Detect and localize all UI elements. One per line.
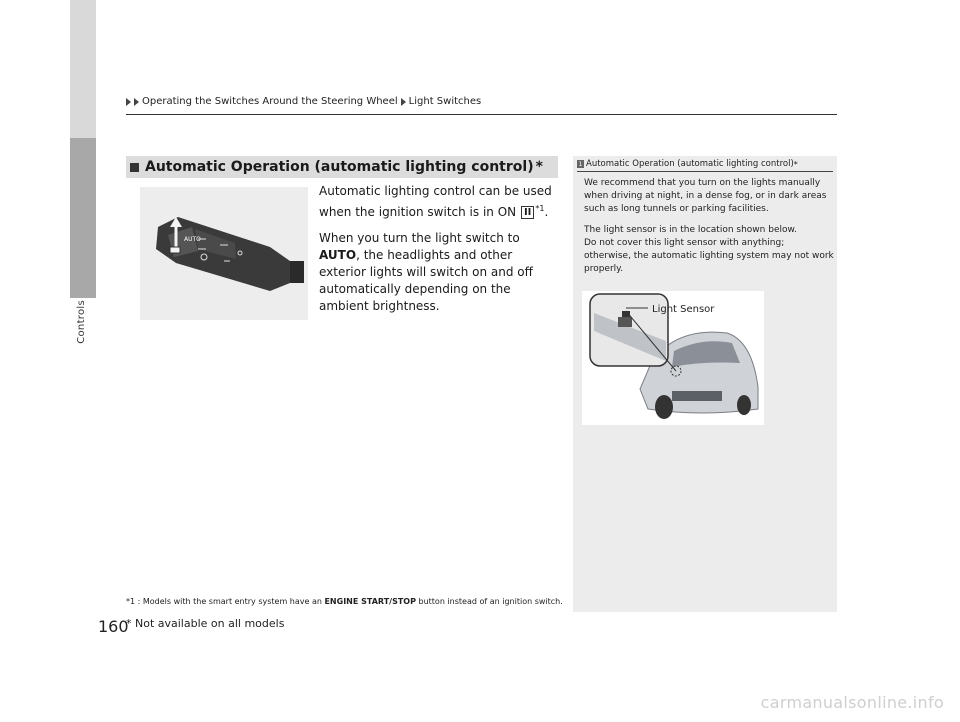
section-heading <box>126 156 558 178</box>
section-title: Automatic Operation (automatic lighting control) <box>145 159 534 175</box>
body-paragraph-2: When you turn the light switch to AUTO, the headlights and other exterior lights will switch on and off automatically depending on the ambient brightness. <box>319 231 533 313</box>
stalk-auto-label: AUTO <box>184 236 201 243</box>
sidebar-text <box>584 177 834 284</box>
breadcrumb <box>126 96 481 107</box>
sidebar-heading-text[interactable]: Automatic Operation (automatic lighting control) <box>586 159 794 169</box>
footnote-ref-1[interactable]: *1 <box>535 204 545 213</box>
sidebar-paragraph-1: We recommend that you turn on the lights manually when driving at night, in a dense fog, or in dark areas such as long tunnels or parking facilities. <box>584 178 827 214</box>
sidebar-note <box>573 156 837 612</box>
sidebar-heading <box>577 159 798 169</box>
sidebar-divider <box>577 171 833 172</box>
sidebar-paragraph-2: The light sensor is in the location shown below. Do not cover this light sensor with anything; otherwise, the automatic lighting system may not work properly. <box>584 225 834 274</box>
breadcrumb-arrow-icon <box>126 98 131 106</box>
section-title-asterisk: * <box>535 159 543 175</box>
footnote: *1 : Models with the smart entry system have an ENGINE START/STOP button instead of an ignition switch. <box>126 597 563 606</box>
header-divider <box>126 114 837 115</box>
sidebar-heading-asterisk: * <box>793 159 798 169</box>
reference-marker-icon: 1 <box>578 160 583 168</box>
light-sensor-label: Light Sensor <box>652 304 715 315</box>
breadcrumb-arrow-icon <box>401 98 406 106</box>
watermark: carmanualsonline.info <box>760 693 944 712</box>
page-number: 160 <box>98 617 129 636</box>
breadcrumb-arrow-icon <box>134 98 139 106</box>
side-tab-marker <box>70 138 96 298</box>
section-body <box>319 183 559 324</box>
light-sensor-car-illustration <box>582 291 764 425</box>
breadcrumb-link-steering-wheel-switches[interactable]: Operating the Switches Around the Steering Wheel <box>142 96 398 107</box>
ignition-position-ii-icon: II <box>521 206 534 219</box>
light-switch-stalk-image <box>140 187 308 320</box>
not-available-note: * Not available on all models <box>126 617 285 630</box>
light-sensor-car-image <box>582 291 764 425</box>
square-bullet-icon <box>130 163 139 172</box>
light-switch-stalk-illustration <box>140 187 308 320</box>
breadcrumb-link-light-switches[interactable]: Light Switches <box>408 96 482 107</box>
body-paragraph-1: Automatic lighting control can be used when the ignition switch is in ON II $^{*1}$. <box>319 184 552 219</box>
side-tab-background <box>70 0 96 138</box>
side-tab-label: Controls <box>76 300 87 344</box>
